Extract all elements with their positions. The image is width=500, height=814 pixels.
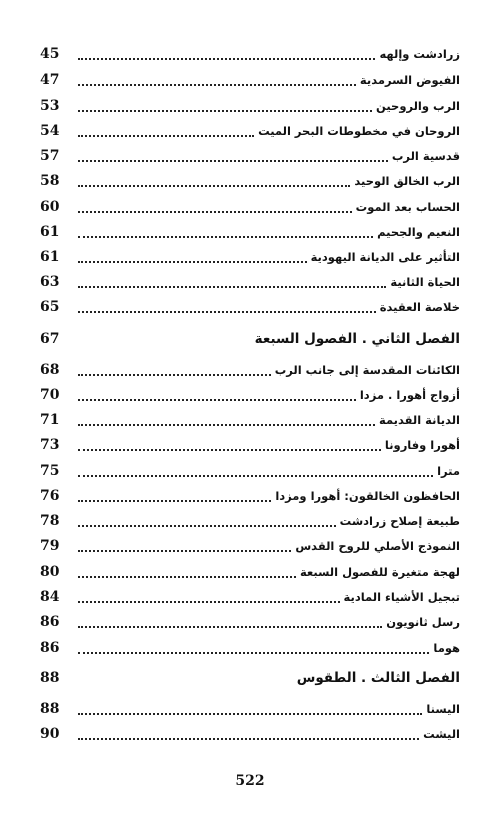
dot-leader bbox=[78, 84, 356, 86]
dot-leader bbox=[78, 58, 375, 60]
toc-entry bbox=[40, 44, 460, 64]
toc-page-number: 63 bbox=[40, 274, 60, 290]
chapter-title: الفصل الثالث . الطقوس bbox=[296, 670, 460, 686]
toc-entry bbox=[40, 410, 460, 430]
dot-leader bbox=[78, 261, 307, 263]
toc-entry bbox=[40, 385, 460, 405]
toc-entry-title: الديانة القديمة bbox=[378, 413, 460, 427]
toc-entry bbox=[40, 486, 460, 506]
dot-leader bbox=[78, 475, 433, 477]
dot-leader bbox=[78, 211, 352, 213]
dot-leader bbox=[78, 525, 336, 527]
toc-entry-title: زرادشت وإلهه bbox=[379, 47, 460, 61]
toc-entry-title: أهورا وفارونا bbox=[384, 438, 460, 452]
toc-page-number: 76 bbox=[40, 488, 60, 504]
toc-page-number: 61 bbox=[40, 249, 60, 265]
toc-page-number: 73 bbox=[40, 437, 60, 453]
toc-entry bbox=[40, 146, 460, 166]
toc-entry bbox=[40, 536, 460, 556]
toc-entry-title: الحافظون الخالقون: أهورا ومزدا bbox=[275, 489, 460, 503]
toc-entry bbox=[40, 70, 460, 90]
toc-entry-title: تبجيل الأشياء المادية bbox=[343, 590, 460, 604]
toc-entry bbox=[40, 587, 460, 607]
dot-leader bbox=[78, 500, 271, 502]
toc-entry-title: التأثير على الديانة اليهودية bbox=[310, 250, 460, 264]
toc-entry bbox=[40, 96, 460, 116]
toc-entry-title: رسل ثانويون bbox=[386, 615, 460, 629]
dot-leader bbox=[78, 135, 254, 137]
dot-leader bbox=[78, 626, 382, 628]
toc-entry bbox=[40, 435, 460, 455]
dot-leader bbox=[78, 738, 419, 740]
toc-entry bbox=[40, 272, 460, 292]
toc-page-number: 71 bbox=[40, 412, 60, 428]
toc-page-number: 79 bbox=[40, 538, 60, 554]
dot-leader bbox=[78, 713, 422, 715]
toc-page-number: 86 bbox=[40, 640, 60, 656]
dot-leader bbox=[78, 110, 372, 112]
dot-leader bbox=[78, 160, 388, 162]
toc-entry bbox=[40, 222, 460, 242]
toc-entry bbox=[40, 638, 460, 658]
page-number: 522 bbox=[235, 773, 265, 789]
toc-page-number: 80 bbox=[40, 564, 60, 580]
toc-entry-title: اليشت bbox=[423, 727, 460, 741]
toc-page-number: 86 bbox=[40, 614, 60, 630]
toc-entry-title: الرب والروحين bbox=[375, 99, 460, 113]
toc-entry bbox=[40, 121, 460, 141]
toc-page-number: 54 bbox=[40, 123, 60, 139]
toc-entry-title: مترا bbox=[437, 464, 460, 478]
toc-entry bbox=[40, 699, 460, 719]
toc-page-number: 45 bbox=[40, 46, 60, 62]
dot-leader bbox=[78, 682, 293, 684]
toc-page-number: 75 bbox=[40, 463, 60, 479]
toc-page-number: 90 bbox=[40, 726, 60, 742]
toc-entry bbox=[40, 562, 460, 582]
toc-entry bbox=[40, 247, 460, 267]
dot-leader bbox=[78, 576, 296, 578]
toc-entry-title: أزواج أهورا . مزدا bbox=[359, 388, 460, 402]
toc-entry bbox=[40, 461, 460, 481]
dot-leader bbox=[78, 311, 376, 313]
toc-page-number: 53 bbox=[40, 98, 60, 114]
toc-entry-title: الحياة الثانية bbox=[390, 275, 460, 289]
toc-page-number: 57 bbox=[40, 148, 60, 164]
toc-chapter-heading bbox=[40, 668, 460, 688]
toc-entry bbox=[40, 724, 460, 744]
toc-entry-title: قدسية الرب bbox=[391, 149, 460, 163]
dot-leader bbox=[78, 449, 381, 451]
chapter-title: الفصل الثاني . الفصول السبعة bbox=[254, 331, 460, 347]
dot-leader bbox=[78, 343, 251, 345]
toc-entry-title: لهجة متغيرة للفصول السبعة bbox=[299, 565, 460, 579]
dot-leader bbox=[78, 424, 375, 426]
dot-leader bbox=[78, 601, 340, 603]
toc-entry-title: اليسنا bbox=[426, 702, 460, 716]
toc-entry-title: الكائنات المقدسة إلى جانب الرب bbox=[274, 363, 460, 377]
toc-page-number: 60 bbox=[40, 199, 60, 215]
dot-leader bbox=[78, 236, 373, 238]
toc-page-number: 84 bbox=[40, 589, 60, 605]
dot-leader bbox=[78, 550, 291, 552]
dot-leader bbox=[78, 374, 271, 376]
toc-entry bbox=[40, 197, 460, 217]
toc-page-number: 47 bbox=[40, 72, 60, 88]
toc-page-number: 68 bbox=[40, 362, 60, 378]
toc-page-number: 58 bbox=[40, 173, 60, 189]
toc-entry-title: خلاصة العقيدة bbox=[379, 300, 460, 314]
toc-entry-title: النموذج الأصلي للروح القدس bbox=[295, 539, 460, 553]
toc-entry-title: الفيوض السرمدية bbox=[359, 73, 460, 87]
toc-entry bbox=[40, 297, 460, 317]
dot-leader bbox=[78, 652, 429, 654]
dot-leader bbox=[78, 399, 356, 401]
toc-page-number: 67 bbox=[40, 331, 60, 347]
dot-leader bbox=[78, 185, 350, 187]
toc-chapter-heading bbox=[40, 329, 460, 349]
toc-page-number: 61 bbox=[40, 224, 60, 240]
toc-entry bbox=[40, 360, 460, 380]
toc-page-number: 88 bbox=[40, 701, 60, 717]
toc-entry-title: الروحان في مخطوطات البحر الميت bbox=[258, 124, 460, 138]
toc-entry-title: الحساب بعد الموت bbox=[355, 200, 460, 214]
toc-page-number: 70 bbox=[40, 387, 60, 403]
toc-page-number: 88 bbox=[40, 670, 60, 686]
dot-leader bbox=[78, 286, 386, 288]
toc-page-number: 65 bbox=[40, 299, 60, 315]
toc-page-number: 78 bbox=[40, 513, 60, 529]
toc-entry bbox=[40, 612, 460, 632]
toc-entry bbox=[40, 511, 460, 531]
toc-entry bbox=[40, 171, 460, 191]
toc-entry-title: الرب الخالق الوحيد bbox=[354, 174, 460, 188]
toc-entry-title: هوما bbox=[433, 641, 460, 655]
toc-entry-title: النعيم والجحيم bbox=[377, 225, 460, 239]
toc-entry-title: طبيعة إصلاح زرادشت bbox=[339, 514, 460, 528]
